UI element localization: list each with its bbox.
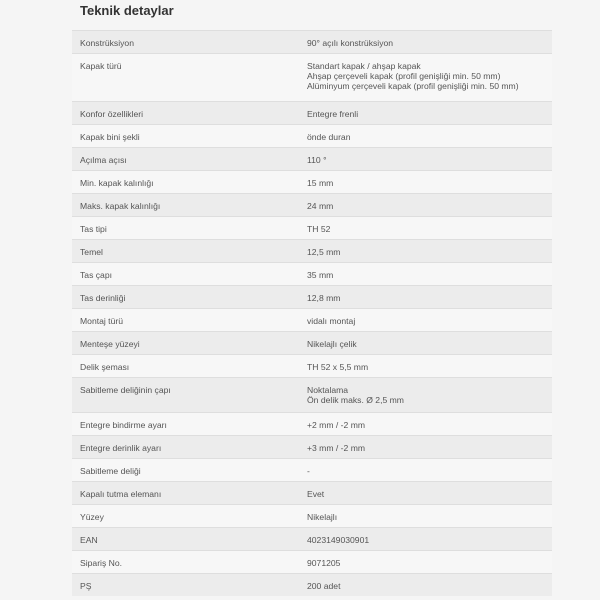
spec-label: Sabitleme deliğinin çapı <box>80 385 171 395</box>
spec-row <box>72 527 552 550</box>
spec-value <box>307 355 552 377</box>
spec-label: Yüzey <box>80 512 104 522</box>
spec-table <box>72 30 552 596</box>
spec-value <box>307 332 552 354</box>
spec-value-line: TH 52 <box>307 224 331 234</box>
spec-label: PŞ <box>80 581 92 591</box>
spec-label: Kapalı tutma elemanı <box>80 489 162 499</box>
spec-value-line: 24 mm <box>307 201 334 211</box>
spec-value <box>307 436 552 458</box>
spec-label: Konstrüksiyon <box>80 38 134 48</box>
spec-row <box>72 550 552 573</box>
spec-value <box>307 125 552 147</box>
spec-row <box>72 354 552 377</box>
spec-row <box>72 147 552 170</box>
spec-label: Tas derinliği <box>80 293 126 303</box>
spec-value <box>307 505 552 527</box>
spec-label: Sabitleme deliği <box>80 466 141 476</box>
spec-row <box>72 285 552 308</box>
spec-value-line: - <box>307 466 310 476</box>
spec-row <box>72 504 552 527</box>
spec-label: Montaj türü <box>80 316 123 326</box>
spec-row <box>72 308 552 331</box>
spec-value <box>307 217 552 239</box>
spec-value-line: 9071205 <box>307 558 341 568</box>
spec-label: Maks. kapak kalınlığı <box>80 201 161 211</box>
spec-value-line: 35 mm <box>307 270 334 280</box>
spec-value <box>307 194 552 216</box>
spec-value-line: Nikelajlı <box>307 512 338 522</box>
spec-value-line: 15 mm <box>307 178 334 188</box>
spec-value-line: Standart kapak / ahşap kapak <box>307 61 421 71</box>
spec-row <box>72 101 552 124</box>
spec-value <box>307 102 552 124</box>
spec-value-line: 12,8 mm <box>307 293 341 303</box>
spec-row <box>72 573 552 596</box>
spec-row <box>72 53 552 101</box>
spec-value-line: +2 mm / -2 mm <box>307 420 366 430</box>
spec-row <box>72 170 552 193</box>
spec-value <box>307 459 552 481</box>
spec-label: Kapak bini şekli <box>80 132 140 142</box>
section-title: Teknik detaylar <box>80 3 174 18</box>
spec-value-line: önde duran <box>307 132 351 142</box>
spec-row <box>72 458 552 481</box>
spec-label: Menteşe yüzeyi <box>80 339 140 349</box>
spec-label: Tas çapı <box>80 270 113 280</box>
spec-row <box>72 331 552 354</box>
spec-value-line: 12,5 mm <box>307 247 341 257</box>
spec-value <box>307 171 552 193</box>
spec-value <box>307 54 552 101</box>
spec-label: Entegre bindirme ayarı <box>80 420 167 430</box>
spec-label: Entegre derinlik ayarı <box>80 443 162 453</box>
spec-label: Konfor özellikleri <box>80 109 144 119</box>
spec-value <box>307 286 552 308</box>
spec-value <box>307 413 552 435</box>
spec-row <box>72 435 552 458</box>
spec-label: Temel <box>80 247 103 257</box>
spec-label: Min. kapak kalınlığı <box>80 178 154 188</box>
spec-value-line: Ön delik maks. Ø 2,5 mm <box>307 395 404 405</box>
spec-row <box>72 262 552 285</box>
spec-value-line: 90° açılı konstrüksiyon <box>307 38 394 48</box>
spec-value-line: 200 adet <box>307 581 341 591</box>
spec-value-line: vidalı montaj <box>307 316 356 326</box>
spec-label: Açılma açısı <box>80 155 127 165</box>
spec-value <box>307 482 552 504</box>
spec-value <box>307 551 552 573</box>
spec-value-line: Ahşap çerçeveli kapak (profil genişliği min. 50 mm) <box>307 71 501 81</box>
spec-value <box>307 528 552 550</box>
spec-value <box>307 148 552 170</box>
spec-value-line: +3 mm / -2 mm <box>307 443 366 453</box>
spec-label: Sipariş No. <box>80 558 123 568</box>
spec-value-line: 110 ° <box>307 155 327 165</box>
spec-row <box>72 377 552 412</box>
spec-row <box>72 30 552 53</box>
spec-row <box>72 412 552 435</box>
spec-value-line: TH 52 x 5,5 mm <box>307 362 369 372</box>
spec-row <box>72 216 552 239</box>
spec-label: Delik şeması <box>80 362 130 372</box>
spec-value <box>307 378 552 412</box>
spec-value-line: Noktalama <box>307 385 349 395</box>
spec-row <box>72 193 552 216</box>
spec-value-line: Nikelajlı çelik <box>307 339 357 349</box>
spec-value-line: Evet <box>307 489 325 499</box>
spec-value <box>307 309 552 331</box>
spec-value-line: 4023149030901 <box>307 535 370 545</box>
spec-row <box>72 481 552 504</box>
spec-value <box>307 263 552 285</box>
spec-value-line: Entegre frenli <box>307 109 359 119</box>
spec-label: EAN <box>80 535 98 545</box>
spec-value <box>307 240 552 262</box>
spec-row <box>72 124 552 147</box>
spec-label: Tas tipi <box>80 224 107 234</box>
spec-row <box>72 239 552 262</box>
spec-value <box>307 31 552 53</box>
spec-value <box>307 574 552 596</box>
spec-label: Kapak türü <box>80 61 122 71</box>
spec-value-line: Alüminyum çerçeveli kapak (profil genişliği min. 50 mm) <box>307 81 519 91</box>
